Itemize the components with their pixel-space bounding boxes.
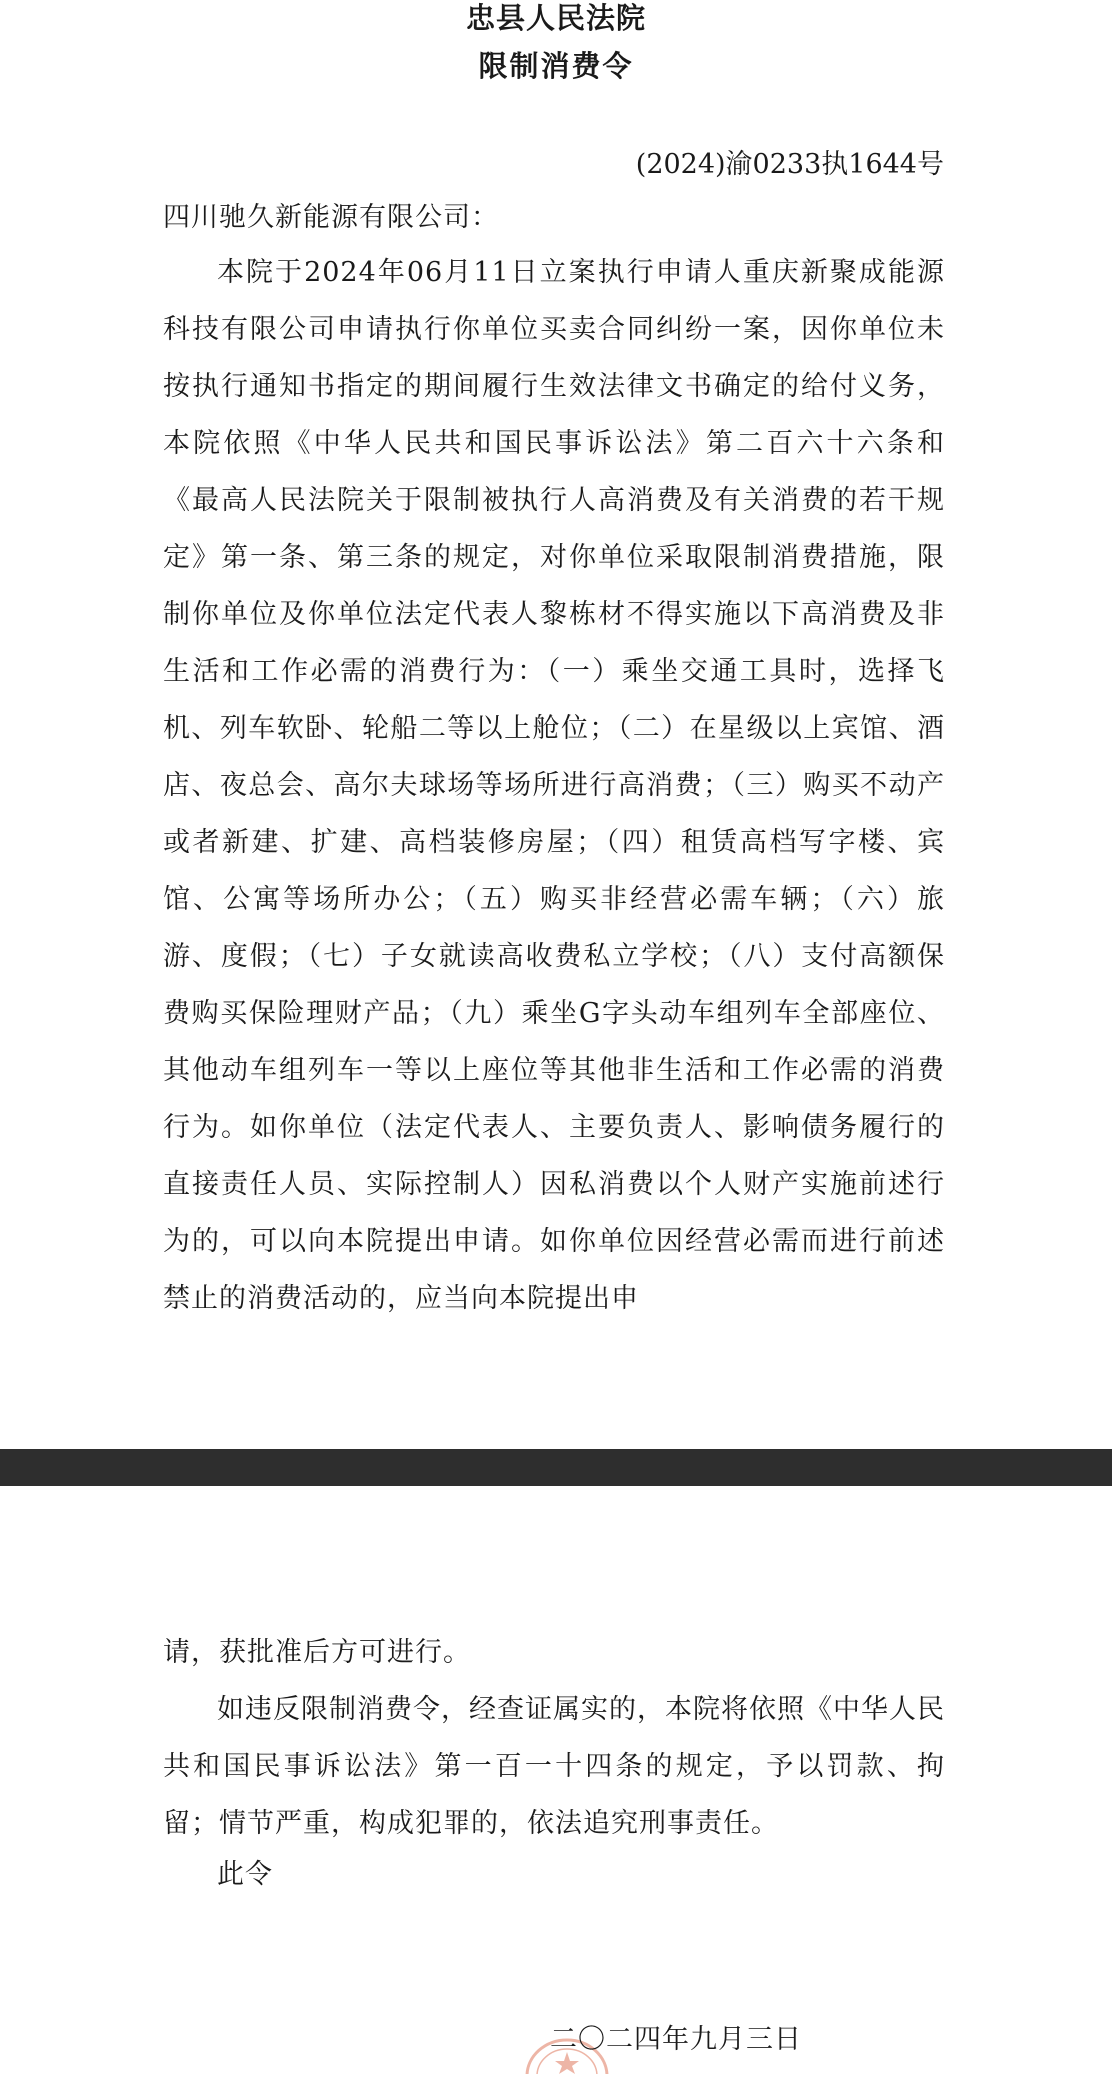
closing-text: 此令 [217,1859,273,1890]
addressee: 四川驰久新能源有限公司： [163,202,499,233]
order-paragraph: 本院于2024年06月11日立案执行申请人重庆新聚成能源科技有限公司申请执行你单位买卖合同纠纷一案，因你单位未按执行通知书指定的期间履行生效法律文书确定的给付义务，本院依照《中华人民共和国民事诉讼法》第二百六十六条和《最高人民法院关于限制被执行人高消费及有关消费的若干规定》第一条、第三条的规定，对你单位采取限制消费措施，限制你单位及你单位法定代表人黎栋材不得实施以下高消费及非生活和工作必需的消费行为：（一）乘坐交通工具时，选择飞机、列车软卧、轮船二等以上舱位；（二）在星级以上宾馆、酒店、夜总会、高尔夫球场等场所进行高消费；（三）购买不动产或者新建、扩建、高档装修房屋；（四）租赁高档写字楼、宾馆、公寓等场所办公；（五）购买非经营必需车辆；（六）旅游、度假；（七）子女就读高收费私立学校；（八）支付高额保费购买保险理财产品；（九）乘坐G字头动车组列车全部座位、其他动车组列车一等以上座位等其他非生活和工作必需的消费行为。如你单位（法定代表人、主要负责人、影响债务履行的直接责任人员、实际控制人）因私消费以个人财产实施前述行为的，可以向本院提出申请。如你单位因经营必需而进行前述禁止的消费活动的，应当向本院提出申 [163,257,945,1314]
court-name: 忠县人民法院 [465,1,646,35]
order-paragraph-continued: 请，获批准后方可进行。 [163,1637,471,1668]
document-title: 限制消费令 [478,49,634,83]
issue-date: 二〇二四年九月三日 [550,2024,802,2055]
page-divider [0,1449,1112,1486]
case-number: (2024)渝0233执1644号 [635,149,944,180]
warning-paragraph: 如违反限制消费令，经查证属实的，本院将依照《中华人民共和国民事诉讼法》第一百一十四条的规定，予以罚款、拘留；情节严重，构成犯罪的，依法追究刑事责任。 [163,1694,945,1839]
